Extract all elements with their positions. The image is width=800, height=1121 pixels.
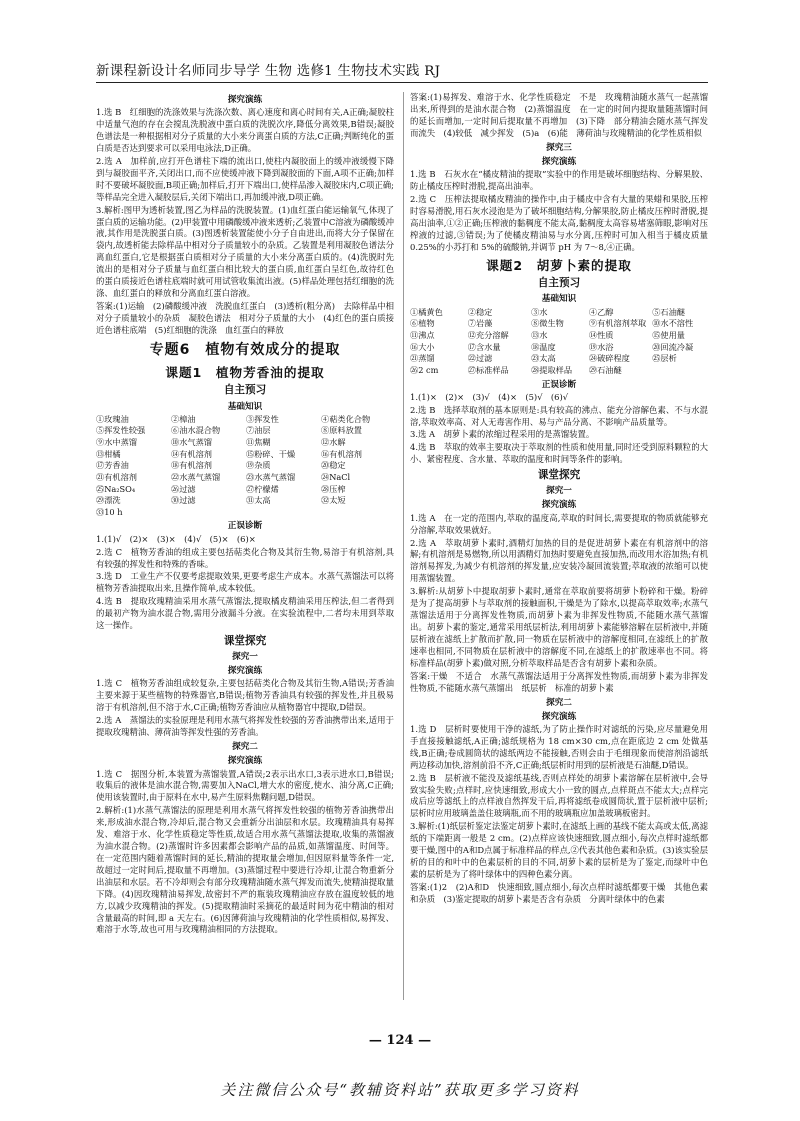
subheading: 正误诊断 bbox=[541, 379, 577, 390]
answer-grid bbox=[410, 307, 708, 377]
paragraph: 2.选 B 层析液不能没及滤纸基线,否则点样处的胡萝卜素溶解在层析液中,会导致实验失败;点样时,应快速细致,形成大小一致的圆点,点样斑点不能太大;点样完成后应等滤纸上的点样液自然挥发干后,再将滤纸卷成圆筒状,置于层析液中层析;层析时应用玻璃盖盖住玻璃瓶,而不用的玻璃瓶应加盖玻璃板密封。 bbox=[410, 772, 708, 819]
answer-item: ⑬柑橘 bbox=[96, 448, 121, 459]
answer-item: ⑫水解 bbox=[321, 436, 346, 447]
answer-item: ②樟油 bbox=[171, 413, 196, 424]
answer-item: ㉛太高 bbox=[246, 495, 271, 506]
answer-item: ③水 bbox=[531, 306, 548, 317]
answer-item: ⑳稳定 bbox=[321, 460, 346, 471]
paragraph: 1.选 C 据图分析,本装置为蒸馏装置,A错误;2表示出水口,3表示进水口,B错误;收集后的液体是油水混合物,需要加入NaCl,增大水的密度,使水、油分离,C正确;使用该装置时,由于原料在水中,易产生原料焦糊问题,D错误。 bbox=[96, 768, 394, 803]
subheading: 探究一 bbox=[232, 652, 258, 663]
answer-item: ④乙醇 bbox=[588, 306, 614, 317]
footer-watermark: 关注微信公众号“教辅资料站”获取更多学习资料 bbox=[220, 1081, 580, 1099]
subheading: 基础知识 bbox=[227, 401, 263, 412]
paragraph: 2.选 A 加样前,应打开色谱柱下端的流出口,使柱内凝胶面上的缓冲液缓慢下降到与凝胶面平齐,关闭出口,而不应使缓冲液下降到凝胶面的下面,A项不正确;加样时不要破坏凝胶面,B项正确;加样后,打开下端出口,使样品渗入凝胶床内,C项正确;等样品完全进入凝胶层后,关闭下端出口,再加缓冲液,D项正确。 bbox=[96, 155, 394, 202]
answer-item: ㉗柠檬烯 bbox=[246, 483, 279, 494]
answer-item: ㉓水蒸气蒸馏 bbox=[246, 471, 296, 482]
subheading: 探究二 bbox=[546, 697, 572, 708]
answer-item: ②稳定 bbox=[467, 306, 493, 317]
answer-item: ⑪沸点 bbox=[410, 329, 435, 340]
answer-item: ⑥油水混合物 bbox=[171, 425, 221, 436]
answer-item: ⑱温度 bbox=[531, 341, 556, 352]
answer-item: ⑪焦糊 bbox=[246, 436, 271, 447]
paragraph: 1.(1)√ (2)× (3)× (4)√ (5)× (6)× bbox=[96, 533, 256, 544]
running-header: 新课程新设计名师同步导学 生物 选修1 生物技术实践 RJ bbox=[96, 64, 441, 79]
lesson-title: 课题2 胡萝卜素的提取 bbox=[486, 257, 632, 273]
paragraph: 2.选 B 选择萃取剂的基本原则是:具有较高的沸点、能充分溶解色素、不与水混溶,萃取效率高、对人无毒害作用、易与产品分离、不影响产品质量等。 bbox=[410, 404, 708, 427]
paragraph: 2.选 C 压榨法提取橘皮精油的操作中,由于橘皮中含有大量的果蜡和果胶,压榨时容易滑脱,用石灰水浸泡是为了破坏细胞结构,分解果胶,防止橘皮压榨时滑脱,提高出油率,①②正确;压榨液的黏稠度不能太高,黏稠度太高容易堵塞筛眼,影响对压榨液的过滤,③错误;为了使橘皮精油易与水分离,压榨时可加入相当于橘皮质量 0.25%的小苏打和 5%的硫酸钠,并调节 pH 为 7～8,④正确。 bbox=[410, 193, 708, 252]
subheading: 基础知识 bbox=[541, 294, 577, 305]
right-column bbox=[410, 92, 708, 906]
answer-item: ⑤石油醚 bbox=[652, 306, 685, 317]
answer-item: ㉙漂洗 bbox=[96, 495, 121, 506]
answer-item: ⑧微生物 bbox=[531, 318, 564, 329]
answer-item: ⑮使用量 bbox=[652, 329, 685, 340]
answer-item: ⑬水 bbox=[531, 329, 548, 340]
paragraph: 3.解析:图甲为透析装置,图乙为样品的洗脱装置。(1)血红蛋白能运输氧气,体现了蛋白质的运输功能。(2)甲装置中用磷酸缓冲液来透析;乙装置中C溶液为磷酸缓冲液,其作用是洗脱蛋白质。(3)图透析装置能使小分子自由进出,而将大分子保留在袋内,故透析能去除样品中相对分子质量较小的杂质。乙装置是利用凝胶色谱法分离血红蛋白,它是根据蛋白质相对分子质量的大小来分离蛋白质的。(4)洗脱时先流出的是相对分子质量与血红蛋白相比较大的蛋白质,血红蛋白呈红色,故待红色的蛋白质接近色谱柱底端时就可用试管收集流出液。(5)样品处理包括红细胞的洗涤、血红蛋白的释放和分离血红蛋白溶液。 bbox=[96, 204, 394, 299]
answer-grid bbox=[96, 414, 394, 519]
paragraph: 4.选 B 提取玫瑰精油采用水蒸气蒸馏法,提取橘皮精油采用压榨法,但二者得到的最初产物为油水混合物,需用分液漏斗分液。在实验流程中,二者均未用到萃取这一操作。 bbox=[96, 596, 394, 631]
page-number: — 124 — bbox=[368, 1033, 432, 1048]
answer-item: ㉔NaCl bbox=[321, 471, 351, 482]
answer-item: ㉗标准样品 bbox=[467, 364, 509, 375]
section-heading: 课堂探究 bbox=[537, 469, 581, 482]
answer-item: ⑮粉碎、干燥 bbox=[246, 448, 296, 459]
paragraph: 1.选 B 石灰水在“橘皮精油的提取”实验中的作用是破坏细胞结构、分解果胶、防止橘皮压榨时滑脱,提高出油率。 bbox=[410, 169, 708, 192]
answer-item: ⑲水浴 bbox=[588, 341, 614, 352]
subheading: 探究演练 bbox=[541, 711, 577, 722]
answer-item: ⑱有机溶剂 bbox=[171, 460, 212, 471]
subheading: 探究演练 bbox=[541, 500, 577, 511]
paragraph: 3.选 A 胡萝卜素的浓缩过程采用的是蒸馏装置。 bbox=[410, 429, 595, 440]
answer-item: ㉚过滤 bbox=[171, 495, 196, 506]
answer-item: ③挥发性 bbox=[246, 413, 279, 424]
answer-item: ⑲杂质 bbox=[246, 460, 271, 471]
answer-item: ㉖过滤 bbox=[171, 483, 196, 494]
answer-item: ⑰含水量 bbox=[467, 341, 501, 352]
paragraph: 4.选 B 萃取的效率主要取决于萃取剂的性质和使用量,同时还受到原料颗粒的大小、紧密程度、含水量、萃取的温度和时间等条件的影响。 bbox=[410, 442, 708, 465]
subheading: 探究演练 bbox=[227, 666, 263, 677]
paragraph: 答案:(1)运输 (2)磷酸缓冲液 洗脱血红蛋白 (3)透析(粗分离) 去除样品中相对分子质量较小的杂质 凝胶色谱法 相对分子质量的大小 (4)红色的蛋白质接近色谱柱底端 (5)红细胞的洗涤 血红蛋白的释放 bbox=[96, 300, 394, 335]
answer-item: ⑭性质 bbox=[588, 329, 614, 340]
answer-item: ⑩水不溶性 bbox=[652, 318, 694, 329]
answer-item bbox=[652, 365, 708, 377]
subheading: 探究三 bbox=[546, 142, 572, 153]
header-rule bbox=[96, 82, 708, 83]
column-divider bbox=[403, 92, 404, 1000]
answer-item: ㉘压榨 bbox=[321, 483, 346, 494]
subheading: 探究演练 bbox=[541, 156, 577, 167]
paragraph: 2.选 A 蒸馏法的实验原理是利用水蒸气将挥发性较强的芳香油携带出来,适用于提取玫瑰精油、薄荷油等挥发性强的芳香油。 bbox=[96, 715, 394, 738]
answer-item: ⑭有机溶剂 bbox=[171, 448, 212, 459]
section-heading: 课堂探究 bbox=[223, 635, 267, 648]
answer-item: ⑦岩藻 bbox=[467, 318, 493, 329]
answer-item: ⑩水气蒸馏 bbox=[171, 436, 212, 447]
answer-item: ㉒水蒸气蒸馏 bbox=[171, 471, 221, 482]
answer-item: ㉜太短 bbox=[321, 495, 346, 506]
subheading: 探究二 bbox=[232, 742, 258, 753]
answer-item: ⑨有机溶剂萃取 bbox=[588, 318, 647, 329]
section-heading: 自主预习 bbox=[537, 277, 581, 290]
answer-item: ㉖2 cm bbox=[410, 364, 439, 375]
answer-item: ⑤挥发性较强 bbox=[96, 425, 146, 436]
answer-item: ⑰芳香油 bbox=[96, 460, 129, 471]
paragraph: 1.(1)× (2)× (3)√ (4)× (5)√ (6)√ bbox=[410, 391, 569, 402]
paragraph: 2.选 C 植物芳香油的组成主要包括萜类化合物及其衍生物,易溶于有机溶剂,具有较强的挥发性和特殊的香味。 bbox=[96, 546, 394, 569]
answer-item bbox=[171, 507, 244, 519]
paragraph: 答案:(1)易挥发、难溶于水、化学性质稳定 不是 玫瑰精油随水蒸气一起蒸馏出来,所得到的是油水混合物 (2)蒸馏温度 在一定的时间内提取量随蒸馏时间的延长而增加,一定时间后提取量不再增加 (3)下降 部分精油会随水蒸气挥发而流失 (4)较低 减少挥发 (5)a (6)能 薄荷油与玫瑰精油的化学性质相似 bbox=[410, 92, 708, 138]
answer-item: ㉒过滤 bbox=[467, 353, 493, 364]
paragraph: 3.解析:从胡萝卜中提取胡萝卜素时,通常在萃取前要将胡萝卜粉碎和干燥。粉碎是为了提高胡萝卜与萃取剂的接触面积,干燥是为了除水,以提高萃取效率;水蒸气蒸馏法适用于分离挥发性物质,而胡萝卜素为非挥发性物质,不能随水蒸气蒸馏出。胡萝卜素的鉴定,通常采用纸层析法,利用胡萝卜素能够溶解在层析液中,并随层析液在滤纸上扩散而扩散,同一物质在层析液中的溶解度相同,在滤纸上的扩散速率也相同,不同物质在层析液中的溶解度不同,在滤纸上的扩散速率也不同。将标准样品(胡萝卜素)做对照,分析萃取样品是否含有胡萝卜素和杂质。 bbox=[410, 586, 708, 668]
chapter-title: 专题6 植物有效成分的提取 bbox=[149, 341, 341, 358]
answer-item: ㉝10 h bbox=[96, 506, 123, 517]
subheading: 探究演练 bbox=[227, 756, 263, 767]
answer-item: ㉕层析 bbox=[652, 353, 677, 364]
answer-item: ④萜类化合物 bbox=[321, 413, 371, 424]
answer-item: ⑦油层 bbox=[246, 425, 271, 436]
answer-item: ⑫充分溶解 bbox=[467, 329, 509, 340]
lesson-title: 课题1 植物芳香油的提取 bbox=[165, 364, 325, 380]
answer-item: ㉔破碎程度 bbox=[588, 353, 630, 364]
paragraph: 1.选 C 植物芳香油组成较复杂,主要包括萜类化合物及其衍生物,A错误;芳香油主要来源于某些植物的特殊器官,B错误;植物芳香油具有较强的挥发性,并且极易溶于有机溶剂,但不溶于水,C正确;植物芳香油应从植物器官中提取,D错误。 bbox=[96, 678, 394, 713]
paragraph: 3.选 D 工业生产不仅要考虑提取效果,更要考虑生产成本。水蒸气蒸馏法可以将植物芳香油提取出来,且操作简单,成本较低。 bbox=[96, 571, 394, 594]
answer-item: ⑳回流冷凝 bbox=[652, 341, 694, 352]
paragraph: 3.解析:(1)纸层析鉴定法鉴定胡萝卜素时,在滤纸上画的基线不能太高或太低,离滤纸的下端距离一般是 2 cm。(2)点样应该快速细致,圆点细小,每次点样时滤纸都要干燥,图中的A和D点属于标准样品的样点,②代表其他色素和杂质。(3)该实验层析的目的和叶中的色素层析的目的不同,胡萝卜素的层析是为了鉴定,而绿叶中色素的层析是为了将叶绿体中的四种色素分离。 bbox=[410, 821, 708, 879]
answer-item: ⑥植物 bbox=[410, 318, 435, 329]
paragraph: 答案:(1)2 (2)A和D 快速细致,圆点细小,每次点样时滤纸都要干燥 其他色素和杂质 (3)鉴定提取的胡萝卜素是否含有杂质 分离叶绿体中的色素 bbox=[410, 881, 708, 904]
left-column bbox=[96, 92, 394, 936]
subheading: 正误诊断 bbox=[227, 521, 263, 532]
answer-item: ㉓太高 bbox=[531, 353, 556, 364]
answer-item: ⑧原料放置 bbox=[321, 425, 362, 436]
subheading: 探究一 bbox=[546, 486, 572, 497]
paragraph: 1.选 A 在一定的范围内,萃取的温度高,萃取的时间长,需要提取的物质就能够充分溶解,萃取效果就好。 bbox=[410, 512, 708, 535]
paragraph: 2.选 A 萃取胡萝卜素时,酒精灯加热的目的是促进胡萝卜素在有机溶剂中的溶解;有机溶剂是易燃物,所以用酒精灯加热时要避免直接加热,而改用水浴加热;有机溶剂易挥发,为减少有机溶剂的挥发量,应安装冷凝回流装置;萃取液的浓缩可以使用蒸馏装置。 bbox=[410, 537, 708, 584]
answer-item: ⑯大小 bbox=[410, 341, 435, 352]
answer-item: ⑯有机溶剂 bbox=[321, 448, 362, 459]
paragraph: 2.解析:(1)水蒸气蒸馏法的原理是利用水蒸气将挥发性较强的植物芳香油携带出来,形成油水混合物,冷却后,混合物又会重新分出油层和水层。玫瑰精油具有易挥发、难溶于水、化学性质稳定等性质,故适合用水蒸气蒸馏法提取,收集的蒸馏液为油水混合物。(2)蒸馏时许多因素都会影响产品的品质,如蒸馏温度、时间等。在一定范围内随着蒸馏时间的延长,精油的提取量会增加,但因原料量等条件一定,故超过一定时间后,提取量不再增加。(3)蒸馏过程中要进行冷却,让混合物重新分出油层和水层。若不冷却则会有部分玫瑰精油随水蒸气挥发而流失,使精油提取量下降。(4)因玫瑰精油易挥发,故密封不严的瓶装玫瑰精油应存放在温度较低的地方,以减少玫瑰精油的挥发。(5)提取精油时采摘花的最适时间为花中精油的相对含量最高的时间,即 a 天左右。(6)因薄荷油与玫瑰精油的化学性质相似,易挥发、难溶于水等,故也可用与玫瑰精油相同的方法提取。 bbox=[96, 805, 394, 935]
answer-item: ㉙石油醚 bbox=[588, 364, 622, 375]
answer-item: ㉕Na₂SO₄ bbox=[96, 483, 136, 494]
paragraph: 答案:干燥 不适合 水蒸气蒸馏法适用于分离挥发性物质,而胡萝卜素为非挥发性物质,不能随水蒸气蒸馏出 纸层析 标准的胡萝卜素 bbox=[410, 670, 708, 693]
answer-item: ㉘提取样品 bbox=[531, 364, 573, 375]
answer-item: ㉑有机溶剂 bbox=[96, 471, 137, 482]
subheading: 探究演练 bbox=[227, 95, 263, 105]
answer-item: ①玫瑰油 bbox=[96, 413, 129, 424]
answer-item: ①橘黄色 bbox=[410, 306, 443, 317]
paragraph: 1.选 D 层析时要使用干净的滤纸,为了防止操作时对滤纸的污染,应尽量避免用手直接接触滤纸,A正确;滤纸规格为 18 cm×30 cm,点在距底边 2 cm 处做基线,B正确;卷成圆筒状的滤纸两边不能接触,否则会由于毛细现象而使溶剂沿滤纸两边移动加快,溶剂前沿不齐,C正确;纸层析时用到的层析液是石油醚,D错误。 bbox=[410, 723, 708, 770]
answer-item: ㉑蒸馏 bbox=[410, 353, 435, 364]
answer-item: ⑨水中蒸馏 bbox=[96, 436, 137, 447]
section-heading: 自主预习 bbox=[223, 384, 267, 397]
paragraph: 1.选 B 红细胞的洗涤效果与洗涤次数、离心速度和离心时间有关,A正确;凝胶柱中适量气泡的存在会搅乱洗脱液中蛋白质的洗脱次序,降低分离效果,B错误;凝胶色谱法是一种根据相对分子质量的大小来分离蛋白质的方法,C正确;判断纯化的蛋白质是否达到要求可以采用电泳法,D正确。 bbox=[96, 107, 394, 153]
